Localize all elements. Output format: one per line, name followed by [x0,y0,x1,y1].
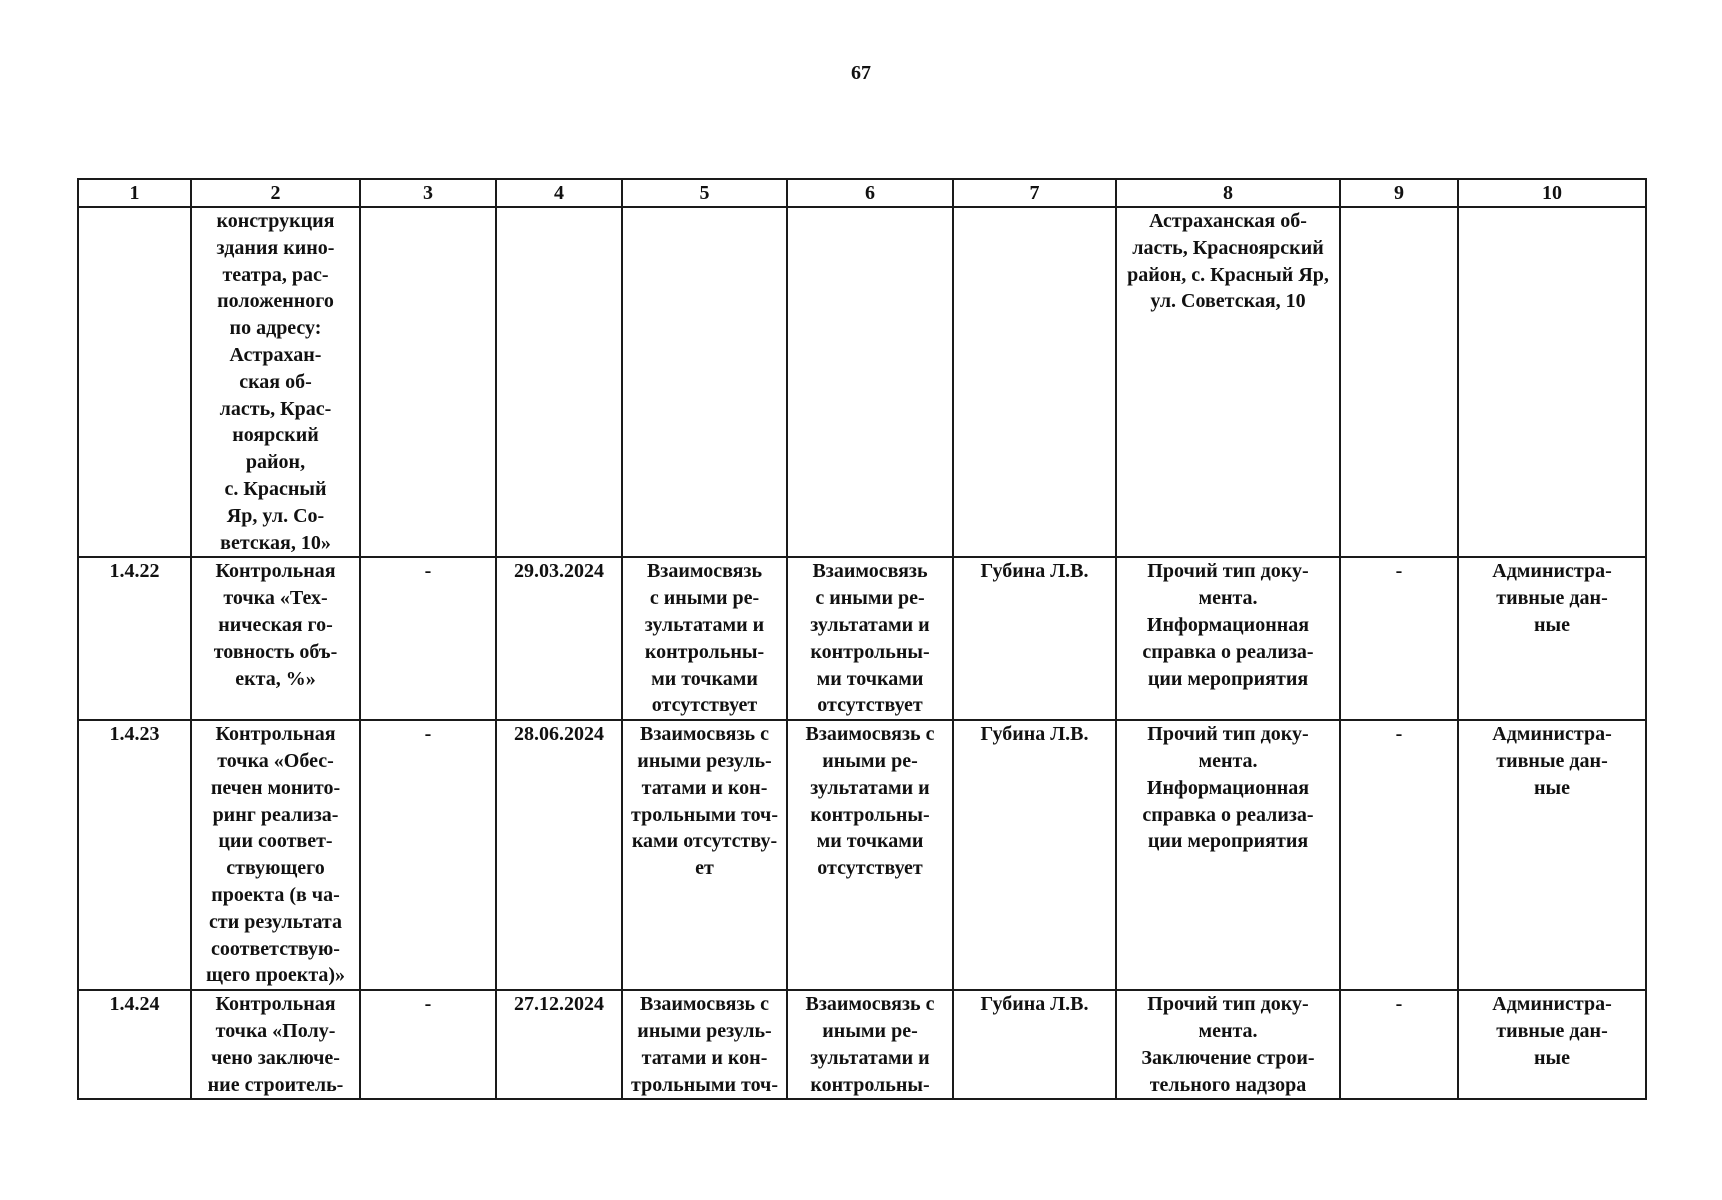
column-3-cell: - [360,557,496,720]
relationship-cell: Взаимосвязь с иными ре- зультатами и контрольны- ми точками отсутствует [787,557,953,720]
row-number-cell: 1.4.22 [78,557,191,720]
data-source-cell: Администра- тивные дан- ные [1458,990,1646,1099]
table-row [78,990,1646,1099]
column-3-cell: - [360,720,496,990]
header-cell-4: 4 [496,179,622,207]
relationship-cell: Взаимосвязь с иными резуль- татами и кон- трольными точ- [622,990,787,1099]
date-cell: 27.12.2024 [496,990,622,1099]
column-9-cell: - [1340,990,1458,1099]
header-cell-6: 6 [787,179,953,207]
responsible-cell: Губина Л.В. [953,720,1116,990]
header-cell-7: 7 [953,179,1116,207]
table-row [78,720,1646,990]
date-cell: 29.03.2024 [496,557,622,720]
row-number-cell: 1.4.23 [78,720,191,990]
relationship-cell: Взаимосвязь с иными ре- зультатами и контрольны- ми точками отсутствует [622,557,787,720]
header-cell-10: 10 [1458,179,1646,207]
control-point-name-cell: Контрольная точка «Полу- чено заключе- ние строитель- [191,990,360,1099]
column-9-cell: - [1340,557,1458,720]
header-cell-5: 5 [622,179,787,207]
data-source-cell [1458,207,1646,557]
document-type-cell: Прочий тип доку- мента. Заключение строи- тельного надзора [1116,990,1340,1099]
header-cell-3: 3 [360,179,496,207]
responsible-cell: Губина Л.В. [953,557,1116,720]
page-number: 67 [851,62,871,84]
relationship-cell: Взаимосвязь с иными ре- зультатами и контрольны- [787,990,953,1099]
relationship-cell: Взаимосвязь с иными ре- зультатами и контрольны- ми точками отсутствует [787,720,953,990]
column-9-cell: - [1340,720,1458,990]
table-row [78,207,1646,557]
column-3-cell: - [360,990,496,1099]
control-point-name-cell: Контрольная точка «Обес- печен монито- ринг реализа- ции соответ- ствующего проекта (в ча- сти результата соответствую- щего проекта)» [191,720,360,990]
control-point-name-cell: конструкция здания кино- театра, рас- положенного по адресу: Астрахан- ская об- ласть, Крас- ноярский район, с. Красный Яр, ул. Со- ветская, 10» [191,207,360,557]
data-source-cell: Администра- тивные дан- ные [1458,557,1646,720]
relationship-cell [787,207,953,557]
responsible-cell [953,207,1116,557]
header-cell-2: 2 [191,179,360,207]
control-point-name-cell: Контрольная точка «Тех- ническая го- товность объ- екта, %» [191,557,360,720]
column-3-cell [360,207,496,557]
relationship-cell [622,207,787,557]
header-row [78,179,1646,207]
control-points-table [77,178,1647,1100]
document-type-cell: Прочий тип доку- мента. Информационная справка о реализа- ции мероприятия [1116,557,1340,720]
table-row [78,557,1646,720]
date-cell: 28.06.2024 [496,720,622,990]
document-type-cell: Астраханская об- ласть, Красноярский район, с. Красный Яр, ул. Советская, 10 [1116,207,1340,557]
date-cell [496,207,622,557]
header-cell-8: 8 [1116,179,1340,207]
row-number-cell: 1.4.24 [78,990,191,1099]
relationship-cell: Взаимосвязь с иными резуль- татами и кон- трольными точ- ками отсутству- ет [622,720,787,990]
data-source-cell: Администра- тивные дан- ные [1458,720,1646,990]
header-cell-1: 1 [78,179,191,207]
responsible-cell: Губина Л.В. [953,990,1116,1099]
column-9-cell [1340,207,1458,557]
header-cell-9: 9 [1340,179,1458,207]
row-number-cell [78,207,191,557]
document-type-cell: Прочий тип доку- мента. Информационная справка о реализа- ции мероприятия [1116,720,1340,990]
